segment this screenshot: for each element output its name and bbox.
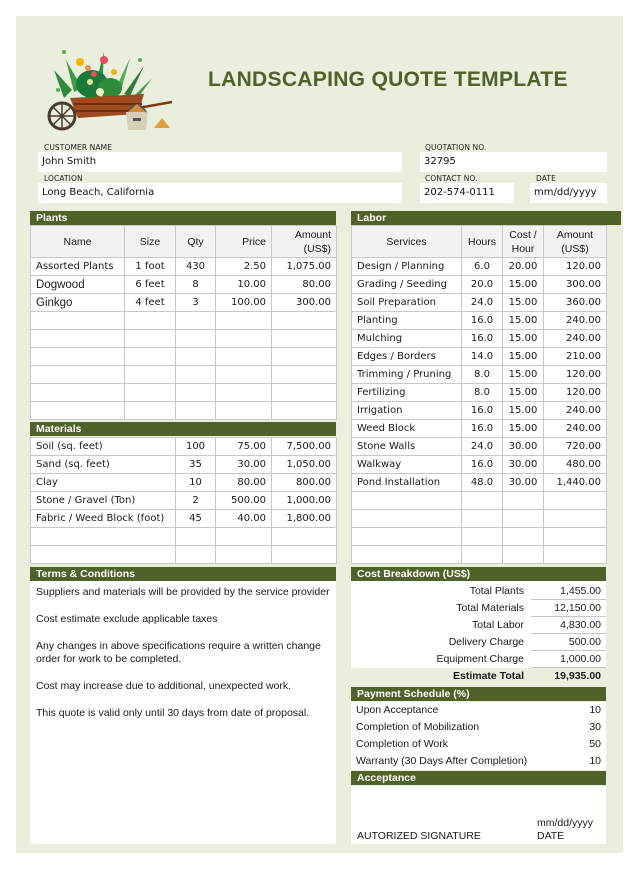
payment-schedule-header: Payment Schedule (%) [351, 687, 606, 701]
table-row [31, 492, 337, 510]
cell[interactable]: 240.00 [544, 420, 607, 438]
table-row [352, 330, 607, 348]
table-row [31, 312, 337, 330]
cell[interactable] [544, 546, 607, 564]
location-field[interactable]: Long Beach, California [38, 183, 402, 203]
table-row [31, 294, 337, 312]
cost-row-delivery [351, 634, 606, 651]
cell[interactable]: Trimming / Pruning [352, 366, 462, 384]
col-header-amount: Amount (US$) [272, 226, 337, 258]
cell[interactable] [216, 528, 272, 546]
cell[interactable]: Planting [352, 312, 462, 330]
cell[interactable]: 10 [176, 474, 216, 492]
cell[interactable] [272, 402, 337, 420]
cell[interactable]: Fertilizing [352, 384, 462, 402]
cell[interactable] [31, 384, 125, 402]
cell[interactable] [462, 546, 503, 564]
payment-schedule [351, 702, 606, 770]
cell[interactable]: 480.00 [544, 456, 607, 474]
cell[interactable]: 500.00 [216, 492, 272, 510]
cell[interactable] [544, 528, 607, 546]
cell[interactable] [125, 366, 176, 384]
cell[interactable]: 15.00 [503, 312, 544, 330]
cell[interactable]: Ginkgo [31, 294, 125, 312]
cell[interactable] [216, 366, 272, 384]
table-row [31, 438, 337, 456]
cell[interactable]: Edges / Borders [352, 348, 462, 366]
table-row [31, 384, 337, 402]
table-row [31, 402, 337, 420]
cell[interactable]: 120.00 [544, 258, 607, 276]
cost-label: Delivery Charge [448, 636, 524, 648]
cell[interactable]: 80.00 [272, 276, 337, 294]
table-row [352, 276, 607, 294]
cell[interactable]: 30.00 [216, 456, 272, 474]
cell[interactable]: 14.0 [462, 348, 503, 366]
cell[interactable] [216, 402, 272, 420]
date-label: DATE [536, 174, 556, 183]
table-row [352, 510, 607, 528]
quotation-field[interactable]: 32795 [420, 152, 607, 172]
cell[interactable] [503, 510, 544, 528]
cost-breakdown [351, 581, 606, 685]
cell[interactable]: 240.00 [544, 402, 607, 420]
cell[interactable]: 48.0 [462, 474, 503, 492]
terms-item: Cost estimate exclude applicable taxes [36, 613, 218, 625]
table-row [352, 546, 607, 564]
cell[interactable]: Mulching [352, 330, 462, 348]
cell[interactable]: 16.0 [462, 420, 503, 438]
cost-row-equipment [351, 651, 606, 668]
table-row [352, 474, 607, 492]
payment-label: Warranty (30 Days After Completion) [356, 755, 528, 767]
cell[interactable]: 24.0 [462, 438, 503, 456]
payment-label: Completion of Work [356, 738, 449, 750]
payment-value[interactable]: 30 [589, 721, 601, 733]
cell[interactable] [31, 366, 125, 384]
cell[interactable] [503, 528, 544, 546]
cell[interactable]: Sand (sq. feet) [31, 456, 176, 474]
cell[interactable] [272, 348, 337, 366]
cell[interactable]: 20.00 [503, 258, 544, 276]
cell[interactable] [216, 384, 272, 402]
contact-label: CONTACT NO. [425, 174, 478, 183]
cell[interactable] [31, 402, 125, 420]
cell[interactable]: 15.00 [503, 420, 544, 438]
cell[interactable]: 8.0 [462, 366, 503, 384]
terms-item: Suppliers and materials will be provided by the service provider [36, 586, 330, 598]
cell[interactable]: 8 [176, 276, 216, 294]
cell[interactable] [31, 312, 125, 330]
cell[interactable]: 1,050.00 [272, 456, 337, 474]
table-row [31, 510, 337, 528]
payment-row [351, 719, 606, 736]
cell[interactable]: 30.00 [503, 438, 544, 456]
cell[interactable]: 4 feet [125, 294, 176, 312]
cell[interactable] [462, 510, 503, 528]
cell[interactable]: 15.00 [503, 402, 544, 420]
col-header-price: Price [216, 226, 272, 258]
cell[interactable]: Grading / Seeding [352, 276, 462, 294]
cell[interactable]: Stone / Gravel (Ton) [31, 492, 176, 510]
table-row [31, 276, 337, 294]
cell[interactable] [544, 510, 607, 528]
cell[interactable] [352, 510, 462, 528]
payment-value[interactable]: 10 [589, 704, 601, 716]
cell[interactable] [272, 384, 337, 402]
col-header-name: Name [31, 226, 125, 258]
cell[interactable]: 210.00 [544, 348, 607, 366]
payment-row [351, 736, 606, 753]
cell[interactable]: 15.00 [503, 294, 544, 312]
cell[interactable] [216, 312, 272, 330]
table-row [352, 402, 607, 420]
materials-header: Materials [30, 422, 336, 436]
cell[interactable]: 16.0 [462, 312, 503, 330]
cell[interactable]: 300.00 [272, 294, 337, 312]
table-row [31, 366, 337, 384]
table-row [352, 438, 607, 456]
terms-item: Cost may increase due to additional, unexpected work. [36, 680, 292, 692]
cell[interactable]: 1,000.00 [272, 492, 337, 510]
acceptance-date-label: DATE [537, 830, 565, 842]
col-header-cost-per-hour: Cost / Hour [503, 226, 544, 258]
cell[interactable] [176, 384, 216, 402]
cell[interactable] [176, 348, 216, 366]
col-header-qty: Qty [176, 226, 216, 258]
cell[interactable]: 720.00 [544, 438, 607, 456]
cell[interactable] [544, 492, 607, 510]
plants-table [30, 225, 337, 420]
cell[interactable] [272, 330, 337, 348]
signature-label: AUTORIZED SIGNATURE [357, 830, 481, 842]
customer-name-label: CUSTOMER NAME [44, 143, 113, 152]
terms-header: Terms & Conditions [30, 567, 336, 581]
cost-label: Total Materials [456, 602, 524, 614]
cell[interactable]: 120.00 [544, 384, 607, 402]
cell[interactable]: Assorted Plants [31, 258, 125, 276]
cell[interactable]: 430 [176, 258, 216, 276]
cost-label: Total Labor [472, 619, 524, 631]
payment-row [351, 702, 606, 719]
cell[interactable]: Fabric / Weed Block (foot) [31, 510, 176, 528]
cell[interactable]: 6 feet [125, 276, 176, 294]
cell[interactable]: 120.00 [544, 366, 607, 384]
cell[interactable]: 15.00 [503, 276, 544, 294]
cell[interactable] [125, 312, 176, 330]
cell[interactable]: 15.00 [503, 366, 544, 384]
total-label: Estimate Total [453, 670, 524, 682]
cell[interactable]: 75.00 [216, 438, 272, 456]
col-header-services: Services [352, 226, 462, 258]
cell[interactable] [176, 402, 216, 420]
table-row [352, 456, 607, 474]
cell[interactable] [216, 330, 272, 348]
table-row [352, 258, 607, 276]
cell[interactable]: 30.00 [503, 474, 544, 492]
table-row [352, 294, 607, 312]
cost-label: Total Plants [469, 585, 524, 597]
col-header-amount: Amount (US$) [544, 226, 607, 258]
plants-header: Plants [30, 211, 336, 225]
total-value: 19,935.00 [554, 670, 601, 682]
location-label: LOCATION [44, 174, 83, 183]
table-row [352, 366, 607, 384]
cell[interactable]: Design / Planning [352, 258, 462, 276]
cell[interactable]: Clay [31, 474, 176, 492]
table-row [31, 348, 337, 366]
cell[interactable]: 15.00 [503, 330, 544, 348]
cost-label: Equipment Charge [436, 653, 524, 665]
cell[interactable] [125, 348, 176, 366]
contact-field[interactable]: 202-574-0111 [420, 183, 514, 203]
cell[interactable]: 15.00 [503, 348, 544, 366]
cell[interactable]: 6.0 [462, 258, 503, 276]
cell[interactable]: Irrigation [352, 402, 462, 420]
materials-table [30, 437, 337, 564]
cell[interactable]: 1,440.00 [544, 474, 607, 492]
cell[interactable] [125, 330, 176, 348]
cell[interactable] [503, 492, 544, 510]
cell[interactable]: Soil (sq. feet) [31, 438, 176, 456]
table-row [352, 492, 607, 510]
cost-value[interactable]: 4,830.00 [531, 617, 606, 634]
cell[interactable] [125, 384, 176, 402]
cell[interactable]: 100.00 [216, 294, 272, 312]
table-row [31, 546, 337, 564]
payment-value[interactable]: 50 [589, 738, 601, 750]
cell[interactable]: Pond Installation [352, 474, 462, 492]
cost-value[interactable]: 1,455.00 [531, 583, 606, 600]
cell[interactable] [31, 348, 125, 366]
page-title: LANDSCAPING QUOTE TEMPLATE [208, 68, 568, 91]
cell[interactable] [176, 528, 216, 546]
col-header-hours: Hours [462, 226, 503, 258]
cell[interactable]: 16.0 [462, 330, 503, 348]
cell[interactable] [125, 402, 176, 420]
cell[interactable]: 45 [176, 510, 216, 528]
terms-item: This quote is valid only until 30 days from date of proposal. [36, 707, 310, 719]
cell[interactable] [462, 492, 503, 510]
cell[interactable]: 8.0 [462, 384, 503, 402]
table-row [352, 528, 607, 546]
cell[interactable]: 2.50 [216, 258, 272, 276]
cost-row-total-labor [351, 617, 606, 634]
cell[interactable]: 16.0 [462, 456, 503, 474]
cell[interactable] [176, 546, 216, 564]
table-row [352, 348, 607, 366]
cell[interactable]: 35 [176, 456, 216, 474]
cell[interactable] [31, 330, 125, 348]
cell[interactable] [31, 546, 176, 564]
cost-breakdown-header: Cost Breakdown (US$) [351, 567, 606, 581]
table-row [31, 330, 337, 348]
cost-value[interactable]: 12,150.00 [531, 600, 606, 617]
cell[interactable] [176, 366, 216, 384]
cell[interactable] [352, 546, 462, 564]
cell[interactable]: 7,500.00 [272, 438, 337, 456]
labor-header: Labor [351, 211, 621, 225]
labor-table [351, 225, 607, 564]
cell[interactable]: 30.00 [503, 456, 544, 474]
quotation-label: QUOTATION NO. [425, 143, 487, 152]
payment-value[interactable]: 10 [589, 755, 601, 767]
cell[interactable] [352, 492, 462, 510]
wheelbarrow-with-flowers-icon [44, 40, 176, 132]
cell[interactable]: Dogwood [31, 276, 125, 294]
table-row [352, 312, 607, 330]
acceptance-box [351, 786, 606, 844]
cell[interactable]: 2 [176, 492, 216, 510]
cell[interactable] [216, 348, 272, 366]
cell[interactable]: 10.00 [216, 276, 272, 294]
cost-row-estimate-total [351, 668, 606, 685]
cell[interactable] [272, 366, 337, 384]
payment-row [351, 753, 606, 770]
cost-value[interactable]: 1,000.00 [531, 651, 606, 668]
cell[interactable]: 80.00 [216, 474, 272, 492]
cell[interactable]: 24.0 [462, 294, 503, 312]
cell[interactable]: 15.00 [503, 384, 544, 402]
table-row [31, 474, 337, 492]
cell[interactable]: 240.00 [544, 330, 607, 348]
cell[interactable]: Soil Preparation [352, 294, 462, 312]
cell[interactable]: 360.00 [544, 294, 607, 312]
cell[interactable] [352, 528, 462, 546]
table-row [352, 384, 607, 402]
acceptance-date-value[interactable]: mm/dd/yyyy [537, 817, 594, 829]
table-row [31, 258, 337, 276]
table-row [31, 456, 337, 474]
cell[interactable] [216, 546, 272, 564]
cell[interactable]: Walkway [352, 456, 462, 474]
cell[interactable] [31, 528, 176, 546]
cell[interactable]: 1 foot [125, 258, 176, 276]
cell[interactable] [503, 546, 544, 564]
cell[interactable]: 40.00 [216, 510, 272, 528]
cell[interactable]: 16.0 [462, 402, 503, 420]
cost-row-total-materials [351, 600, 606, 617]
cell[interactable]: 20.0 [462, 276, 503, 294]
payment-label: Upon Acceptance [356, 704, 439, 716]
cost-value[interactable]: 500.00 [531, 634, 606, 651]
cell[interactable]: 300.00 [544, 276, 607, 294]
terms-item: Any changes in above specifications require a written change order for work to be completed. [36, 640, 321, 665]
cell[interactable] [272, 312, 337, 330]
date-field[interactable]: mm/dd/yyyy [530, 183, 607, 203]
col-header-size: Size [125, 226, 176, 258]
cell[interactable] [176, 312, 216, 330]
customer-name-field[interactable]: John Smith [38, 152, 402, 172]
cell[interactable]: 800.00 [272, 474, 337, 492]
cell[interactable]: Stone Walls [352, 438, 462, 456]
payment-label: Completion of Mobilization [356, 721, 480, 733]
cell[interactable]: 3 [176, 294, 216, 312]
cell[interactable]: 1,075.00 [272, 258, 337, 276]
cell[interactable] [272, 546, 337, 564]
table-row [31, 528, 337, 546]
cell[interactable]: 100 [176, 438, 216, 456]
table-row [352, 420, 607, 438]
cell[interactable] [462, 528, 503, 546]
terms-list [30, 581, 336, 844]
cell[interactable]: 1,800.00 [272, 510, 337, 528]
cell[interactable]: 240.00 [544, 312, 607, 330]
cost-row-total-plants [351, 583, 606, 600]
cell[interactable] [176, 330, 216, 348]
cell[interactable] [272, 528, 337, 546]
acceptance-header: Acceptance [351, 771, 606, 785]
cell[interactable]: Weed Block [352, 420, 462, 438]
